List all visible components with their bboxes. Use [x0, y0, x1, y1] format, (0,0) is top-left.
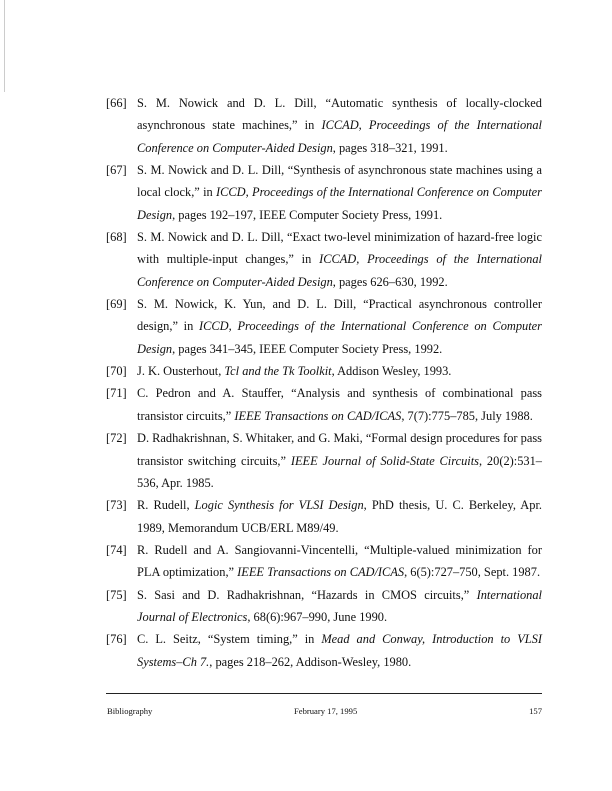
reference-venue: ICCD, Proceedings of the International Conference on Computer Design	[137, 319, 543, 356]
reference-segment: C. L. Seitz, “System timing,” in	[137, 632, 322, 647]
reference-entry	[106, 539, 542, 584]
reference-segment: S. M. Nowick, K. Yun, and D. L. Dill, “Practical asynchronous controller design,” in	[137, 297, 542, 334]
reference-segment: , pages 341–345, IEEE Computer Society Press, 1992.	[172, 341, 443, 356]
reference-entry	[106, 494, 542, 539]
reference-number: [68]	[106, 230, 127, 245]
page-footer	[106, 706, 542, 720]
reference-segment: , 7(7):775–785, July 1988.	[401, 408, 533, 423]
reference-venue: Mead and Conway, Introduction to VLSI Systems–Ch 7.	[137, 632, 542, 669]
reference-number: [71]	[106, 386, 127, 401]
reference-entry	[106, 226, 542, 293]
reference-entry	[106, 159, 542, 226]
reference-segment: , 6(5):727–750, Sept. 1987.	[404, 565, 541, 580]
reference-venue: International Journal of Electronics	[137, 587, 542, 624]
scan-edge-mark	[4, 0, 5, 92]
reference-number: [74]	[106, 542, 127, 557]
reference-number: [73]	[106, 498, 127, 513]
reference-entry	[106, 360, 542, 382]
reference-text	[137, 360, 542, 382]
reference-entry	[106, 293, 542, 360]
reference-segment: , pages 192–197, IEEE Computer Society Press, 1991.	[172, 207, 443, 222]
reference-segment: S. Sasi and D. Radhakrishnan, “Hazards in CMOS circuits,”	[137, 587, 477, 602]
reference-entry	[106, 382, 542, 427]
reference-venue: IEEE Journal of Solid-State Circuits	[290, 453, 479, 468]
reference-number: [66]	[106, 96, 127, 110]
reference-segment: S. M. Nowick and D. L. Dill, “Automatic synthesis of locally-clocked asynchronous state machines,” in	[137, 96, 542, 133]
reference-segment: , Addison Wesley, 1993.	[331, 364, 452, 379]
reference-entry	[106, 92, 542, 159]
reference-number: [76]	[106, 632, 127, 647]
reference-text	[137, 293, 542, 360]
reference-venue: ICCAD, Proceedings of the International Conference on Computer-Aided Design	[137, 118, 542, 155]
reference-segment: , pages 318–321, 1991.	[332, 140, 448, 155]
footer-date: February 17, 1995	[294, 706, 358, 716]
reference-segment: R. Rudell and A. Sangiovanni-Vincentelli, “Multiple-valued minimization for PLA optimization,”	[137, 542, 542, 580]
reference-segment: , pages 218–262, Addison-Wesley, 1980.	[209, 654, 412, 669]
reference-entry	[106, 628, 542, 673]
reference-segment: , PhD thesis, U. C. Berkeley, Apr. 1989, Memorandum UCB/ERL M89/49.	[137, 498, 542, 535]
reference-text	[137, 494, 542, 539]
reference-segment: , pages 626–630, 1992.	[332, 274, 448, 289]
reference-text	[137, 92, 542, 159]
footer-rule	[106, 693, 542, 694]
reference-segment: D. Radhakrishnan, S. Whitaker, and G. Maki, “Formal design procedures for pass transistor switching circuits,”	[137, 431, 542, 468]
reference-text	[137, 584, 542, 629]
reference-number: [70]	[106, 364, 127, 379]
reference-text	[137, 159, 542, 226]
footer-section: Bibliography	[107, 706, 153, 716]
reference-venue: Tcl and the Tk Toolkit	[224, 364, 332, 379]
page-number: 157	[529, 706, 542, 716]
reference-segment: C. Pedron and A. Stauffer, “Analysis and synthesis of combinational pass transistor circuits,”	[137, 386, 542, 423]
reference-entry	[106, 427, 542, 494]
reference-text	[137, 382, 542, 427]
reference-number: [72]	[106, 431, 127, 446]
reference-text	[137, 427, 542, 494]
reference-number: [75]	[106, 587, 127, 602]
reference-number: [69]	[106, 297, 127, 312]
bibliography-list	[106, 92, 542, 673]
reference-segment: , 20(2):531–536, Apr. 1985.	[137, 453, 542, 490]
reference-segment: S. M. Nowick and D. L. Dill, “Exact two-level minimization of hazard-free logic with multiple-input changes,” in	[137, 230, 542, 267]
reference-entry	[106, 584, 542, 629]
reference-segment: J. K. Ousterhout,	[137, 364, 225, 379]
reference-text	[137, 226, 542, 293]
reference-venue: IEEE Transactions on CAD/ICAS	[237, 565, 405, 580]
reference-segment: S. M. Nowick and D. L. Dill, “Synthesis of asynchronous state machines using a local clock,” in	[137, 163, 542, 200]
reference-venue: ICCAD, Proceedings of the International Conference on Computer-Aided Design	[137, 252, 542, 289]
reference-venue: ICCD, Proceedings of the International Conference on Computer Design	[137, 185, 542, 222]
reference-segment: , 68(6):967–990, June 1990.	[247, 609, 388, 624]
reference-text	[137, 628, 542, 673]
reference-text	[137, 539, 542, 584]
reference-venue: IEEE Transactions on CAD/ICAS	[234, 408, 402, 423]
reference-venue: Logic Synthesis for VLSI Design	[194, 498, 364, 513]
reference-segment: R. Rudell,	[137, 498, 195, 513]
reference-number: [67]	[106, 163, 127, 178]
